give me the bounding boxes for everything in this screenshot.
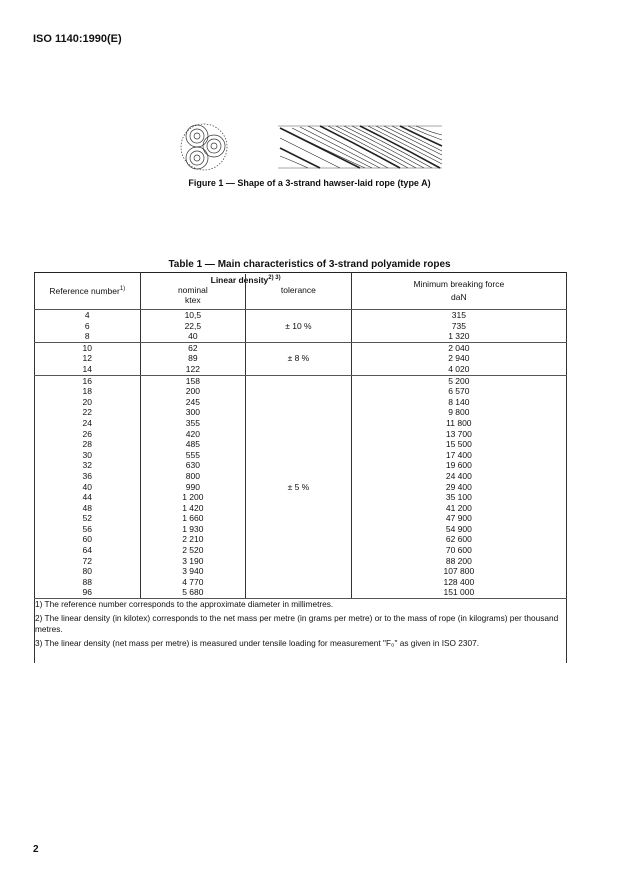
header-linear-density xyxy=(140,273,351,310)
table-cell: 1 660 xyxy=(182,513,204,524)
tolerance-value: ± 10 % xyxy=(246,310,352,343)
table-cell: 8 140 xyxy=(448,396,470,407)
table-cell: 630 xyxy=(185,460,200,471)
table-cell: 10 xyxy=(82,342,93,353)
table-cell: 19 600 xyxy=(445,460,472,471)
table-cell: 62 600 xyxy=(445,534,472,545)
table-cell: 32 xyxy=(82,460,93,471)
table-cell: 88 xyxy=(82,576,93,587)
table-cell: 88 200 xyxy=(445,555,472,566)
table-cell: 3 190 xyxy=(182,555,204,566)
nominal-unit: ktex xyxy=(185,295,201,305)
table-cell: 1 930 xyxy=(182,523,204,534)
table-cell: 40 xyxy=(82,481,93,492)
table-cell: 6 570 xyxy=(448,386,470,397)
table-cell: 107 800 xyxy=(443,566,475,577)
table-cell: 2 940 xyxy=(448,353,470,364)
table-cell: 36 xyxy=(82,470,93,481)
rope-side-view-icon xyxy=(278,126,442,168)
header-tolerance xyxy=(245,274,351,309)
header-reference-number xyxy=(35,273,141,310)
table-cell: 52 xyxy=(82,513,93,524)
table-cell: 24 xyxy=(82,417,93,428)
table-cell: 300 xyxy=(185,407,200,418)
document-id: ISO 1140:1990(E) xyxy=(33,33,122,45)
header-reference-label: Reference number xyxy=(49,286,120,296)
table-cell: 60 xyxy=(82,534,93,545)
header-min-breaking-force xyxy=(351,273,566,310)
table-cell: 158 xyxy=(185,375,200,386)
footnote-ref: 2) 3) xyxy=(268,275,281,282)
table-cell: 20 xyxy=(82,396,93,407)
table-row-group xyxy=(35,375,567,598)
table-row-group xyxy=(35,342,567,375)
figure-1 xyxy=(180,118,450,174)
tolerance-value: ± 8 % xyxy=(246,342,352,375)
table-cell: 800 xyxy=(185,470,200,481)
header-nominal xyxy=(141,285,246,309)
rope-figure xyxy=(180,118,450,174)
table-cell: 40 xyxy=(188,331,198,342)
table-cell: 420 xyxy=(185,428,200,439)
figure-caption: Figure 1 — Shape of a 3-strand hawser-laid rope (type A) xyxy=(188,178,431,188)
reference-numbers xyxy=(35,375,141,598)
table-cell: 485 xyxy=(185,439,200,450)
table-cell: 555 xyxy=(185,449,200,460)
table-cell: 56 xyxy=(82,523,93,534)
table-cell: 5 680 xyxy=(182,587,204,598)
table-cell: 35 100 xyxy=(445,492,472,503)
rope-characteristics-table xyxy=(34,272,567,663)
table-cell: 1 320 xyxy=(448,331,470,342)
table-cell: 48 xyxy=(82,502,93,513)
nominal-values xyxy=(140,310,246,343)
table-cell: 355 xyxy=(185,417,200,428)
table-cell: 62 xyxy=(188,342,198,353)
table-footnotes xyxy=(35,599,567,664)
table-cell: 54 900 xyxy=(445,523,472,534)
table-cell: 4 xyxy=(84,310,90,320)
table-cell: 990 xyxy=(185,481,200,492)
footnotes-cell xyxy=(35,599,567,664)
table-cell: 17 400 xyxy=(445,449,472,460)
table-header-row xyxy=(35,273,567,310)
table-cell: 41 200 xyxy=(445,502,472,513)
table-cell: 122 xyxy=(185,363,200,374)
table-cell: 1 420 xyxy=(182,502,204,513)
breaking-force-values xyxy=(351,310,566,343)
table-cell: 16 xyxy=(82,375,93,386)
nominal-values xyxy=(140,342,246,375)
table-cell: 3 940 xyxy=(182,566,204,577)
mbf-label: Minimum breaking force xyxy=(413,279,505,289)
table-cell: 30 xyxy=(82,449,93,460)
table-cell: 26 xyxy=(82,428,93,439)
reference-numbers xyxy=(35,342,141,375)
table-cell: 70 600 xyxy=(445,545,472,556)
table-cell: 89 xyxy=(188,353,198,364)
rope-cross-section-icon xyxy=(181,124,227,170)
table-cell: 28 xyxy=(82,439,93,450)
footnote-3: 3) The linear density (net mass per metre) is measured under tensile loading for measurement "F₀" as given in ISO 2307. xyxy=(35,638,480,649)
table-cell: 80 xyxy=(82,566,93,577)
table-cell: 2 520 xyxy=(182,545,204,556)
mbf-unit: daN xyxy=(451,292,467,302)
table-cell: 1 200 xyxy=(182,492,204,503)
footnote-ref: 1) xyxy=(119,286,126,293)
table-cell: 44 xyxy=(82,492,93,503)
table-cell: 6 xyxy=(84,320,90,331)
table-cell: 13 700 xyxy=(445,428,472,439)
table-cell: 18 xyxy=(82,386,93,397)
table-cell: 8 xyxy=(84,331,90,342)
tolerance-value: ± 5 % xyxy=(246,375,352,598)
linear-density-text: Linear density xyxy=(210,275,269,285)
table-row-group xyxy=(35,310,567,343)
table-cell: 2 040 xyxy=(448,342,470,353)
table-cell: 72 xyxy=(82,555,93,566)
table-cell: 64 xyxy=(82,545,93,556)
breaking-force-values xyxy=(351,375,566,598)
table-cell: 29 400 xyxy=(445,481,472,492)
table-cell: 4 020 xyxy=(448,363,470,374)
table-cell: 10,5 xyxy=(184,310,202,320)
footnote-1: 1) The reference number corresponds to the approximate diameter in millimetres. xyxy=(35,599,334,610)
table-cell: 22,5 xyxy=(184,320,202,331)
table-cell: 96 xyxy=(82,587,93,598)
tolerance-label: tolerance xyxy=(280,285,316,295)
table-cell: 15 500 xyxy=(445,439,472,450)
table-cell: 22 xyxy=(82,407,93,418)
breaking-force-values xyxy=(351,342,566,375)
table-cell: 14 xyxy=(82,363,93,374)
table-cell: 245 xyxy=(185,396,200,407)
table-cell: 200 xyxy=(185,386,200,397)
table-cell: 315 xyxy=(451,310,466,320)
table-cell: 47 900 xyxy=(445,513,472,524)
table-cell: 4 770 xyxy=(182,576,204,587)
table-cell: 12 xyxy=(82,353,93,364)
reference-numbers xyxy=(35,310,141,343)
table-title: Table 1 — Main characteristics of 3-strand polyamide ropes xyxy=(168,259,451,270)
page-number: 2 xyxy=(33,844,39,855)
table-cell: 151 000 xyxy=(443,587,475,598)
footnote-2: 2) The linear density (in kilotex) corresponds to the net mass per metre (in grams per metre) or to the mass of rope (in kilograms) per thousand metres. xyxy=(35,613,559,635)
table-cell: 2 210 xyxy=(182,534,204,545)
table-cell: 5 200 xyxy=(448,375,470,386)
nominal-label: nominal xyxy=(177,285,208,295)
table-cell: 11 800 xyxy=(446,417,472,428)
table-cell: 735 xyxy=(451,320,466,331)
table-cell: 9 800 xyxy=(448,407,470,418)
table-cell: 24 400 xyxy=(445,470,472,481)
nominal-values xyxy=(140,375,246,598)
table-cell: 128 400 xyxy=(443,576,475,587)
